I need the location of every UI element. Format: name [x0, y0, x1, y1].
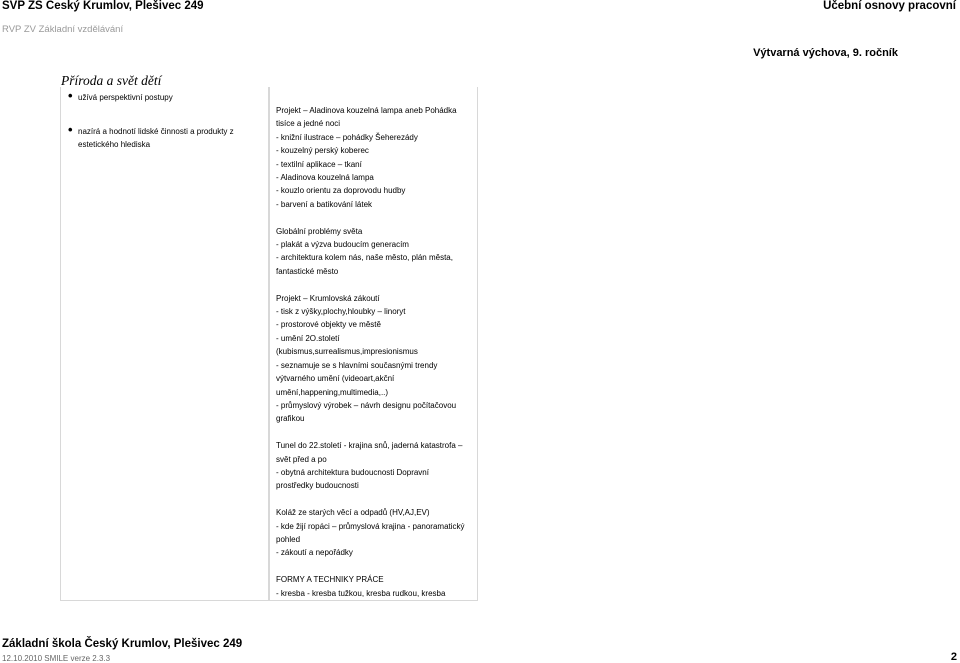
content-line: - kouzelný perský koberec [276, 146, 369, 156]
content-line: Globální problémy světa [276, 226, 363, 236]
bullet-icon: • [68, 122, 73, 137]
content-line: Projekt – Krumlovská zákoutí [276, 293, 380, 303]
content-line: - obytná architektura budoucnosti Dopravní [276, 467, 429, 477]
content-line: FORMY A TECHNIKY PRÁCE [276, 575, 384, 585]
content-line: - knižní ilustrace – pohádky Šeherezády [276, 132, 418, 142]
content-block [276, 439, 476, 493]
block-gap [276, 426, 476, 439]
content-block [276, 506, 476, 560]
content-line: umění,happening,multimedia,..) [276, 387, 389, 397]
content-line: - zákoutí a nepořádky [276, 548, 353, 558]
content-line: - architektura kolem nás, naše město, plán města, [276, 253, 453, 263]
content-block [276, 225, 476, 279]
content-line: svět před a po [276, 454, 327, 464]
outcome-item [68, 122, 234, 151]
content-line: - textilní aplikace – tkaní [276, 159, 362, 169]
content-line: - barvení a batikování látek [276, 199, 373, 209]
footer-school-name: Základní škola Český Krumlov, Plešivec 249 [2, 638, 243, 650]
content-line: pohled [276, 534, 301, 544]
outcome-item [68, 88, 173, 105]
content-line: (kubismus,surrealismus,impresionismus [276, 347, 418, 357]
block-gap [276, 278, 476, 291]
outcome-text: estetického hlediska [78, 139, 151, 149]
content-line: tisíce a jedné noci [276, 119, 341, 129]
content-block [276, 573, 476, 600]
content-line: prostředky budoucnosti [276, 481, 359, 491]
content-line: fantastické město [276, 266, 339, 276]
curriculum-content [276, 104, 476, 600]
block-gap [276, 560, 476, 573]
header-document-type: Učební osnovy pracovní [823, 0, 956, 12]
content-line: - seznamuje se s hlavními současnými trendy [276, 360, 438, 370]
outcome-text: nazírá a hodnotí lidské činnosti a produkty z [78, 127, 234, 136]
content-line: - průmyslový výrobek – návrh designu počítačovou [276, 400, 457, 410]
header-school-name: ŠVP ZŠ Český Krumlov, Plešivec 249 [2, 0, 204, 12]
bullet-icon: • [68, 88, 73, 103]
outcome-text: užívá perspektivní postupy [78, 93, 173, 102]
content-line: výtvarného umění (videoart,akční [276, 374, 395, 384]
block-gap [276, 493, 476, 506]
content-line: - Aladinova kouzelná lampa [276, 173, 374, 183]
block-gap [276, 211, 476, 224]
content-line: Koláž ze starých věcí a odpadů (HV,AJ,EV) [276, 508, 430, 518]
section-title: Příroda a svět dětí [61, 73, 162, 88]
content-line: grafikou [276, 414, 305, 424]
outcomes-column [60, 87, 269, 601]
header-subtitle: RVP ZV Základní vzdělávání [2, 24, 124, 35]
content-line: - kouzlo orientu za doprovodu hudby [276, 186, 406, 196]
content-line: - prostorové objekty ve městě [276, 320, 381, 330]
footer-date-version: 12.10.2010 SMILE verze 2.3.3 [2, 654, 111, 663]
content-block [276, 104, 476, 211]
content-block [276, 292, 476, 426]
content-line: Tunel do 22.století - krajina snů, jaderná katastrofa – [276, 441, 463, 451]
subject-title: Výtvarná výchova, 9. ročník [753, 47, 898, 59]
content-line: - umění 2O.století [276, 333, 340, 343]
content-line: - plakát a výzva budoucím generacím [276, 240, 409, 250]
content-line: - tisk z výšky,plochy,hloubky – linoryt [276, 307, 406, 317]
content-line: Projekt – Aladinova kouzelná lampa aneb Pohádka [276, 106, 457, 115]
content-line: - kde žijí ropáci – průmyslová krajina - panoramatický [276, 521, 465, 531]
page-number: 2 [950, 651, 957, 663]
content-line: - kresba - kresba tužkou, kresba rudkou, kresba [276, 588, 446, 598]
